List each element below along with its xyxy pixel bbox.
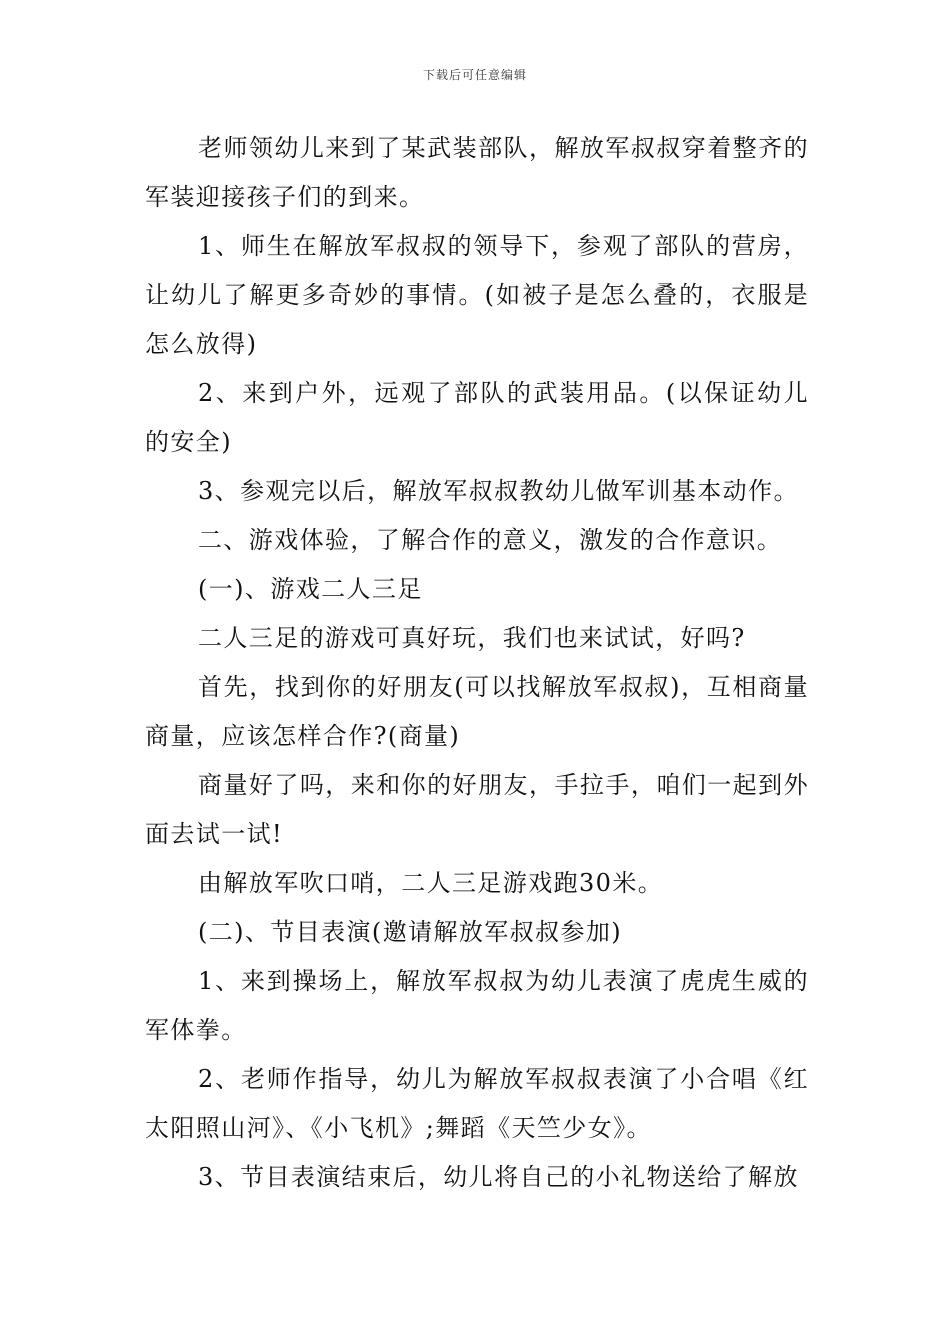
paragraph: 1、来到操场上，解放军叔叔为幼儿表演了虎虎生威的军体拳。: [145, 967, 809, 1044]
document-body: [145, 124, 809, 1202]
paragraph: 二人三足的游戏可真好玩，我们也来试试，好吗?: [198, 624, 746, 652]
paragraph: 2、老师作指导，幼儿为解放军叔叔表演了小合唱《红太阳照山河》、《小飞机》;舞蹈《天竺少女》。: [145, 1065, 809, 1142]
paragraph: 老师领幼儿来到了某武装部队，解放军叔叔穿着整齐的军装迎接孩子们的到来。: [145, 134, 809, 211]
paragraph: 二、游戏体验，了解合作的意义，激发的合作意识。: [198, 526, 783, 554]
paragraph: 3、参观完以后，解放军叔叔教幼儿做军训基本动作。: [198, 477, 799, 505]
paragraph: 1、师生在解放军叔叔的领导下，参观了部队的营房，让幼儿了解更多奇妙的事情。(如被子是怎么叠的，衣服是怎么放得): [145, 232, 809, 358]
paragraph: 商量好了吗，来和你的好朋友，手拉手，咱们一起到外面去试一试!: [145, 771, 809, 848]
paragraph: 首先，找到你的好朋友(可以找解放军叔叔)，互相商量商量，应该怎样合作?(商量): [145, 673, 809, 750]
paragraph: 2、来到户外，远观了部队的武装用品。(以保证幼儿的安全): [145, 379, 809, 456]
paragraph: 由解放军吹口哨，二人三足游戏跑30米。: [198, 869, 664, 897]
paragraph: 3、节目表演结束后，幼儿将自己的小礼物送给了解放: [198, 1163, 799, 1191]
paragraph: (一)、游戏二人三足: [198, 575, 423, 603]
header-note: 下载后可任意编辑: [422, 68, 527, 82]
paragraph: (二)、节目表演(邀请解放军叔叔参加): [198, 918, 623, 946]
